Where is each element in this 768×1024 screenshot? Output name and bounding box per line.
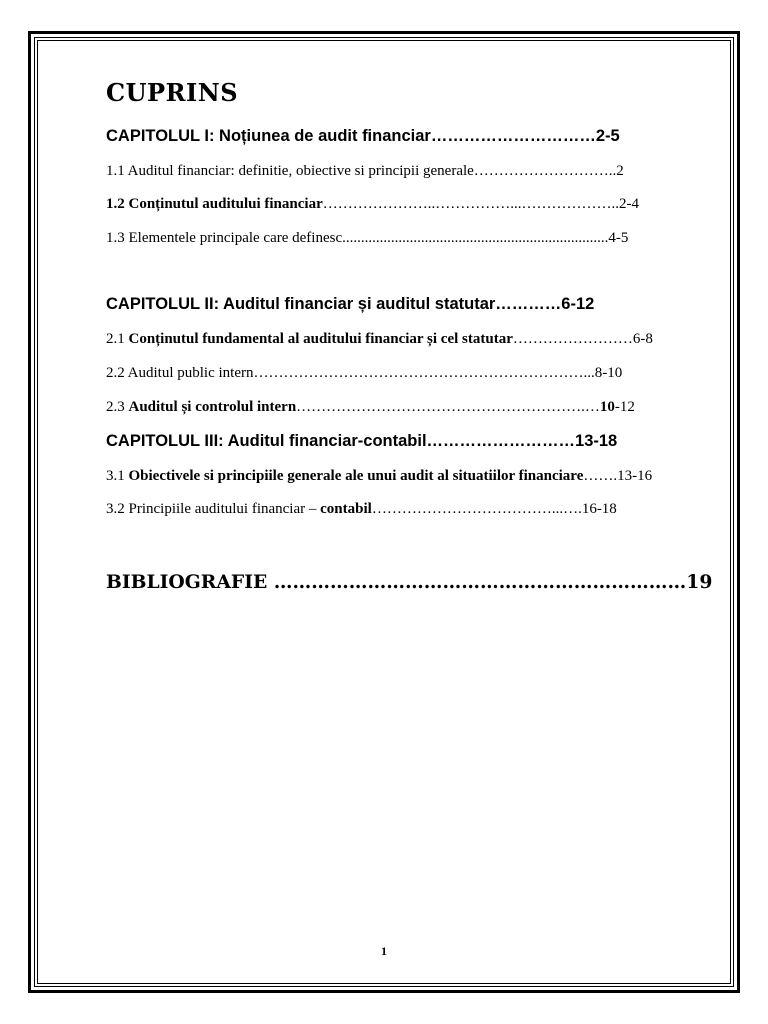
toc-section-1-2[interactable] — [106, 196, 639, 213]
toc-chapter-3[interactable]: CAPITOLUL III: Auditul financiar-contabil………………………13-18 — [106, 432, 618, 450]
toc-chapter-1[interactable]: CAPITOLUL I: Noțiunea de audit financiar…………………………2-5 — [106, 127, 620, 145]
section-number: 2.3 — [106, 399, 129, 415]
section-leader: ………………………………...….16-18 — [371, 501, 617, 517]
page-number: 1 — [381, 944, 387, 958]
toc-section-2-2[interactable]: 2.2 Auditul public intern…………………………………………………………...8-10 — [106, 365, 623, 381]
page-title: CUPRINS — [106, 78, 239, 107]
section-leader: …….13-16 — [583, 468, 653, 484]
section-number: 3.2 Principiile auditului financiar – — [106, 501, 321, 517]
toc-bibliography[interactable]: BIBLIOGRAFIE …………………………………………………………19 — [106, 571, 713, 593]
section-title: contabil — [320, 501, 372, 517]
section-leader: ………………………………………………….… — [296, 399, 600, 415]
section-leader: ……………………6-8 — [512, 331, 653, 347]
toc-section-2-3[interactable] — [106, 399, 635, 416]
toc-chapter-2[interactable]: CAPITOLUL II: Auditul financiar și auditul statutar…………6-12 — [106, 295, 595, 313]
section-title: Conținutul auditului financiar — [128, 196, 323, 212]
section-number: 2.1 — [106, 331, 129, 347]
section-page-start: 10 — [599, 399, 615, 415]
section-title: Conținutul fundamental al auditului financiar și cel statutar — [128, 331, 513, 347]
section-number: 3.1 — [106, 468, 129, 484]
toc-section-1-3[interactable]: 1.3 Elementele principale care definesc.......................................................................4-5 — [106, 230, 629, 246]
section-page-end: -12 — [614, 399, 635, 415]
toc-section-2-1[interactable] — [106, 331, 653, 348]
section-number: 1.2 — [106, 196, 129, 212]
section-title: Auditul și controlul intern — [128, 399, 297, 415]
toc-section-3-2[interactable] — [106, 501, 617, 518]
toc-section-1-1[interactable]: 1.1 Auditul financiar: definitie, obiective si principii generale………………………..2 — [106, 163, 624, 179]
section-leader: …………………..……………...………………..2-4 — [322, 196, 639, 212]
section-title: Obiectivele si principiile generale ale unui audit al situatiilor financiare — [128, 468, 584, 484]
toc-section-3-1[interactable] — [106, 468, 652, 485]
